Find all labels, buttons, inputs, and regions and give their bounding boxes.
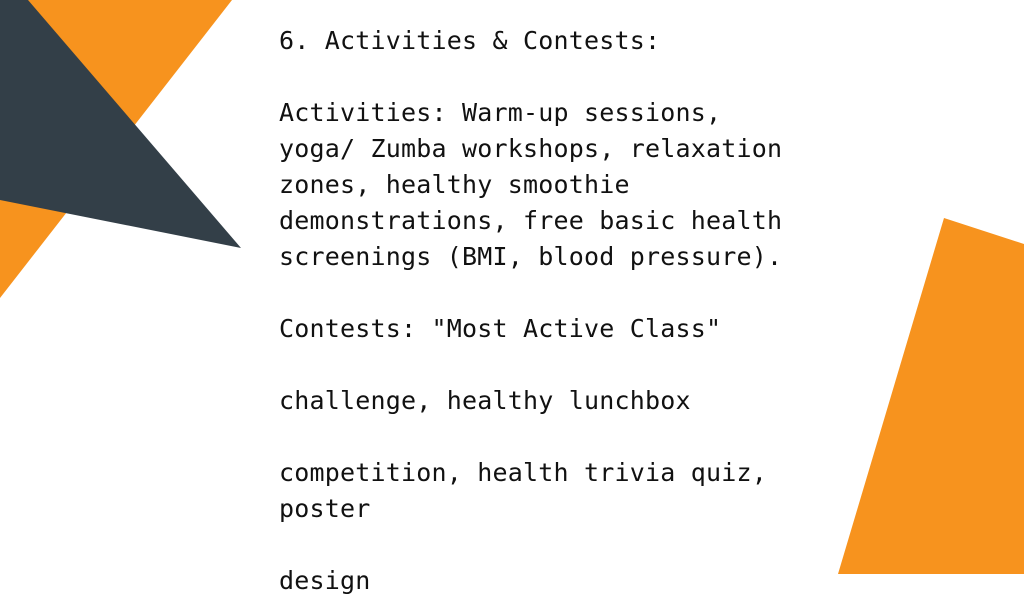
spacer [279,275,839,311]
spacer [279,419,839,455]
contests-continuation: competition, health trivia quiz, [279,458,768,487]
activities-line: zones, healthy smoothie [279,170,630,199]
contests-line: Contests: "Most Active Class" [279,314,722,343]
spacer [279,59,839,95]
contests-continuation-cut-off: design [279,566,371,595]
slide-heading: 6. Activities & Contests: [279,26,661,55]
contests-continuation: poster [279,494,371,523]
activities-line: Activities: Warm-up sessions, [279,98,722,127]
spacer [279,527,839,563]
activities-line: yoga/ Zumba workshops, relaxation [279,134,783,163]
slide-content [279,23,839,595]
spacer [279,347,839,383]
contests-continuation: challenge, healthy lunchbox [279,386,691,415]
orange-shape-right [838,218,1024,574]
activities-line: screenings (BMI, blood pressure). [279,242,783,271]
activities-line: demonstrations, free basic health [279,206,783,235]
